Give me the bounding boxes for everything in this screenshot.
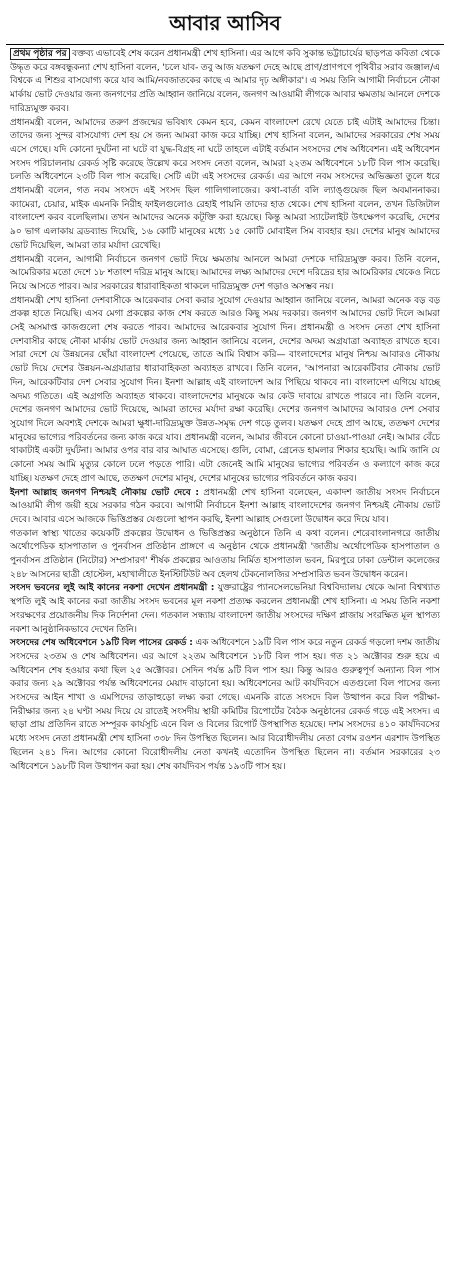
paragraph-text: প্রধানমন্ত্রী শেখ হাসিনা দেশবাসীকে আরেকবার সেবা করার সুযোগ দেওয়ার আহ্বান জানিয়ে বলেন, আমরা অনেক বড় বড় প্রকল্প হাতে নিয়েছি। এসব মেগা প্রকল্পের কাজ শেষ করতে আরও কিছু সময় দরকার। জনগণ আমাদের ভোট দিলে আমরা সেই অসমাপ্ত কাজগুলো শেষ করতে পারব। আমাদের আরেকবার সুযোগ দিন। প্রধানমন্ত্রী ও সংসদ নেতা শেখ হাসিনা দেশবাসীর কাছে নৌকা মার্কায় ভোট দেওয়ার জন্য আহ্বান জানিয়ে বলেন, দেশের অদম্য অগ্রযাত্রা অব্যাহত রাখতে হবে। সারা দেশে যে উন্নয়নের ছোঁয়া বাংলাদেশ পেয়েছে, তাতে আমি বিশ্বাস করি— বাংলাদেশের মানুষ নিশ্চয় আবারও নৌকায় ভোট দিয়ে দেশের উন্নয়ন-অগ্রযাত্রার ধারাবাহিকতা অব্যাহত রাখবে। তিনি বলেন, 'আপনারা আরেকটিবার নৌকায় ভোট দিন, আরেকটিবার দেশ সেবার সুযোগ দিন। ইনশা আল্লাহ এই বাংলাদেশ আর পিছিয়ে থাকবে না। বাংলাদেশ এগিয়ে যাচ্ছে অদম্য গতিতে। এই অগ্রগতি অব্যাহত থাকবে। বাংলাদেশের মানুষকে আর কেউ দাবায়ে রাখতে পারবে না। তিনি বলেন, দেশের জনগণ আমাদের ভোট দিয়েছে, আমরা তাদের মর্যাদা রক্ষা করেছি। দেশের জনগণ আমাদের আবারও দেশ সেবার সুযোগ দিলে অবশ্যই দেশকে আমরা ক্ষুধা-দারিদ্র্যমুক্ত উন্নত-সমৃদ্ধ দেশ গড়ে তুলব। যতক্ষণ দেহে প্রাণ আছে, ততক্ষণ দেশের মানুষের ভাগ্যের পরিবর্তনের জন্য কাজ করে যাব। প্রধানমন্ত্রী বলেন, আমার জীবনে কোনো চাওয়া-পাওয়া নেই। আমার বেঁচে থাকাটাই একটা দুর্ঘটনা। আমার ওপর বার বার আঘাত এসেছে। গুলি, বোমা, গ্রেনেড হামলার শিকার হয়েছি। আমি জানি যে কোনো সময় আমি মৃত্যুর কোলে ঢলে পড়তে পারি। এটা জেনেই আমি মানুষের ভাগ্যের পরিবর্তন ও কল্যাণে কাজ করে যাচ্ছি। যতক্ষণ দেহে প্রাণ আছে, ততক্ষণ দেশের মানুষ, দেশের মানুষের ভাগ্যের পরিবর্তনে কাজ করব।	[10, 295, 440, 484]
paragraph-text: গতকাল স্বাস্থ্য খাতের কয়েকটি প্রকল্পের উদ্বোধন ও ভিত্তিপ্রস্তর অনুষ্ঠানে তিনি এ কথা বলেন। শেরেবাংলানগরে জাতীয় অর্থোপেডিক হাসপাতাল ও পুনর্বাসন প্রতিষ্ঠান প্রাঙ্গণে এ অনুষ্ঠান থেকে প্রধানমন্ত্রী 'জাতীয় অর্থোপেডিক হাসপাতাল ও পুনর্বাসন প্রতিষ্ঠান (নিটোর) সম্প্রসারণ' শীর্ষক প্রকল্পের আওতায় নির্মিত হাসপাতাল ভবন, মিরপুরে ঢাকা ডেন্টাল কলেজের ২৪৮ আসনের ছাত্রী হোস্টেল, মহাখালীতে ইনস্টিটিউট অব হেলথ টেকনোলজির সম্প্রসারিত ভবন উদ্বোধন করেন।	[10, 528, 440, 580]
paragraph-6	[10, 528, 440, 583]
paragraph-text: প্রধানমন্ত্রী বলেন, আগামী নির্বাচনে জনগণ ভোট দিয়ে ক্ষমতায় আনলে আমরা দেশকে দারিদ্র্যমুক্ত করব। তিনি বলেন, আমেরিকার মতো দেশে ১৮ শতাংশ দরিদ্র মানুষ আছে। আমাদের লক্ষ্য আমাদের দেশে দরিদ্রের হার আমেরিকার থেকেও নিচে নিয়ে আসতে পারব। আর সরকারের ধারাবাহিকতা থাকলে দারিদ্র্যমুক্ত দেশ গড়াও অসম্ভব নয়।	[10, 254, 440, 292]
paragraph-1	[10, 48, 440, 117]
subheading: সংসদ ভবনের লুই আই কানের নকশা দেখেন প্রধানমন্ত্রী :	[10, 583, 215, 594]
paragraph-text: বক্তব্য এভাবেই শেষ করেন প্রধানমন্ত্রী শেখ হাসিনা। এর আগে কবি সুকান্ত ভট্টাচার্যের ছাড়পত্র কবিতা থেকে উদ্ধৃত করে বঙ্গবন্ধুকন্যা শেখ হাসিনা বলেন, 'চলে যাব- তবু আজ যতক্ষণ দেহে আছে প্রাণ/প্রাণপণে পৃথিবীর সরাব জঞ্জাল/এ বিশ্বকে এ শিশুর বাসযোগ্য করে যাব আমি/নবজাতকের কাছে এ আমার দৃঢ় অঙ্গীকার'। এ সময় তিনি আগামী নির্বাচনে নৌকা মার্কায় ভোট দেওয়ার জন্য জনগণের প্রতি আহ্বান জানিয়ে বলেন, জনগণ আওয়ামী লীগকে আবার ক্ষমতায় আনলে দেশকে দারিদ্র্যমুক্ত করব।	[10, 49, 440, 114]
paragraph-text: প্রধানমন্ত্রী বলেন, আমাদের তরুণ প্রজন্মের ভবিষ্যৎ কেমন হবে, কেমন বাংলাদেশ রেখে যেতে চাই এটাই আমাদের চিন্তা। তাদের জন্য সুন্দর বাসযোগ্য দেশ হয় সে জন্য আমরা কাজ করে যাচ্ছি। শেখ হাসিনা বলেন, আমাদের সরকারের শেষ সময় এসে গেছে। যদি কোনো দুর্ঘটনা না ঘটে বা যুদ্ধ-বিগ্রহ না ঘটে তাহলে এটাই বর্তমান সংসদের শেষ অধিবেশন। এই অধিবেশন সংসদ পরিচালনায় রেকর্ড সৃষ্টি করেছে উল্লেখ করে সংসদ নেতা বলেন, আমরা ২২তম অধিবেশনে ১৮টি বিল পাস করেছি। চলতি অধিবেশনে ২৩টি বিল পাস করেছি। সেটি এটা এই সংসদের রেকর্ড। এর আগে নবম সংসদের অভিজ্ঞতা তুলে ধরে প্রধানমন্ত্রী বলেন, গত নবম সংসদে এই সংসদ ছিল গালিগালাজের। কথা-বার্তা বলি ল্যাঙ্গুয়েজ ছিল অবমাননাকর। ক্যামেরা, চেয়ার, মাইক এমনকি নিরীহ ফাইলগুলোও রেহাই পায়নি তাদের হাত থেকে। শেখ হাসিনা বলেন, তখন ডিজিটাল বাংলাদেশ করব বলেছিলাম। তখন আমাদের অনেক কটূক্তি করা হয়েছে। কিন্তু আমরা স্যাটেলাইট উৎক্ষেপণ করেছি, দেশের ৯০ ভাগ এলাকায় ব্রডব্যান্ড দিয়েছি, ১৬ কোটি মানুষের মধ্যে ১৫ কোটি মোবাইল সিম ব্যবহার হয়। দেশের মানুষ আমাদের ভোট দিয়েছিল, আমরা তার মর্যাদা রেখেছি।	[10, 117, 440, 251]
article-body	[10, 48, 440, 774]
subheading: ইনশা আল্লাহ জনগণ নিশ্চয়ই নৌকায় ভোট দেবে :	[10, 487, 199, 498]
continuation-label: প্রথম পৃষ্ঠার পর	[10, 48, 70, 60]
paragraph-7	[10, 582, 440, 637]
paragraph-4	[10, 295, 440, 487]
paragraph-2	[10, 117, 440, 254]
paragraph-text: যুক্তরাষ্ট্রের প্যানসেলভেনিয়া বিশ্ববিদ্যালয় থেকে আনা বিশ্বখ্যাত স্থপতি লুই আই কানের করা জাতীয় সংসদ ভবনের মূল নকশা প্রত্যক্ষ করলেন প্রধানমন্ত্রী শেখ হাসিনা। এ সময় তিনি নকশা সংরক্ষণের প্রয়োজনীয় দিক নির্দেশনা দেন। গতকাল সন্ধ্যায় বাংলাদেশ জাতীয় সংসদের দক্ষিণ প্লাজায় সংরক্ষিত মূল স্থাপত্য নকশা আনুষ্ঠানিকভাবে দেখেন তিনি।	[10, 583, 441, 635]
headline-box	[0, 6, 450, 44]
paragraph-5	[10, 487, 440, 528]
headline-rule	[6, 44, 444, 45]
paragraph-3	[10, 254, 440, 295]
headline: আবার আসিব	[169, 10, 281, 35]
subheading: সংসদের শেষ অধিবেশনে ১৯টি বিল পাসের রেকর্ড :	[10, 638, 193, 649]
paragraph-text: এক অধিবেশনে ১৯টি বিল পাস করে নতুন রেকর্ড গড়লো দশম জাতীয় সংসদের ২৩তম ও শেষ অধিবেশন। এর আগে ২২তম অধিবেশনে ১৮টি বিল পাস হয়। গত ২১ অক্টোবর শুরু হয়ে এ অধিবেশন শেষ হওয়ার কথা ছিল ২৫ অক্টোবর। সেদিন পর্যন্ত ৯টি বিল পাস হয়। কিন্তু আরও গুরুত্বপূর্ণ অন্যান্য বিল পাস করার জন্য ২৯ অক্টোবর পর্যন্ত অধিবেশনের মেয়াদ বাড়ানো হয়। অধিবেশনের আট কার্যদিবসে এতগুলো বিল পাসের জন্য সংসদের আইন শাখা ও এমপিদের তাড়াহুড়ো লক্ষ্য করা গেছে। এমনকি রাতে সংসদে বিল উত্থাপন করে বিল পরীক্ষা-নিরীক্ষার জন্য ২৪ ঘণ্টা সময় দিয়ে যে রাতেই সংসদীয় স্থায়ী কমিটির রিপোর্টের বৈঠক অনুষ্ঠানের রেকর্ড গড়ে এই সংসদ। এ ছাড়া প্রায় প্রতিদিন রাতে সম্পূরক কার্যসূচি এনে বিল ও বিলের রিপোর্ট উপস্থাপিত হয়েছে। দশম সংসদের ৪১০ কার্যদিবসের মধ্যে সংসদ নেতা প্রধানমন্ত্রী শেখ হাসিনা ৩৩৮ দিন উপস্থিত ছিলেন। আর বিরোধীদলীয় নেতা বেগম রওশন এরশাদ উপস্থিত ছিলেন ২৪১ দিন। আগের কোনো বিরোধীদলীয় নেতা কখনই এতোদিন উপস্থিত ছিলেন না। বর্তমান সরকারের ২৩ অধিবেশনে ১৯৮টি বিল উত্থাপন করা হয়। শেষ কার্যদিবস পর্যন্ত ১৯৩টি পাস হয়।	[10, 638, 440, 772]
paragraph-8	[10, 637, 440, 774]
paragraph-text: প্রধানমন্ত্রী শেখ হাসিনা বলেছেন, একাদশ জাতীয় সংসদ নির্বাচনে আওয়ামী লীগ জয়ী হয়ে সরকার গঠন করবে। আগামী নির্বাচনে ইনশা আল্লাহ বাংলাদেশের জনগণ নিশ্চয়ই নৌকায় ভোট দেবে। আবার এসে আজকে ভিত্তিপ্রস্তর যেগুলো স্থাপন করছি, ইনশা আল্লাহ সেগুলো উদ্বোধন করে দিয়ে যাব।	[10, 487, 440, 525]
